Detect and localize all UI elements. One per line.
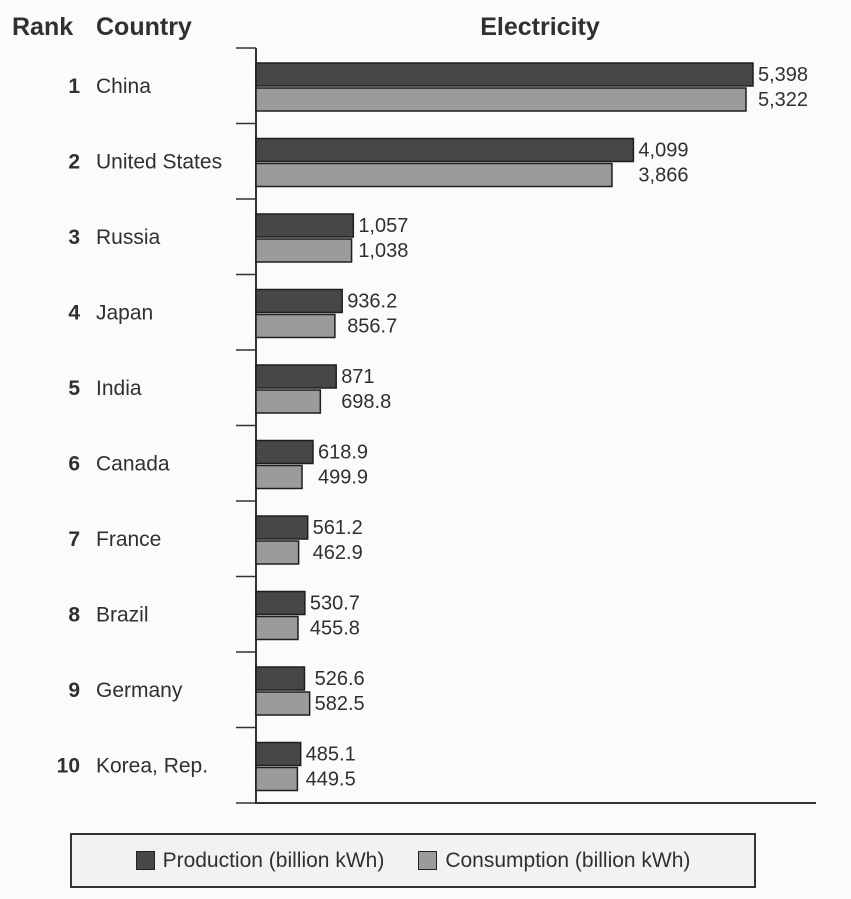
legend xyxy=(70,833,756,888)
data-label-production: 936.2 xyxy=(347,290,398,313)
category-rank-label: 3 xyxy=(68,225,80,249)
legend-swatch-production xyxy=(136,851,155,870)
category-rank-label: 7 xyxy=(68,527,80,551)
data-label-production: 618.9 xyxy=(317,441,369,464)
bar-production xyxy=(256,441,313,464)
data-label-production: 5,398 xyxy=(758,64,809,86)
bar-consumption xyxy=(256,617,298,640)
bar-consumption xyxy=(256,692,310,715)
data-label-consumption: 449.5 xyxy=(305,768,356,791)
data-label-consumption: 462.9 xyxy=(312,542,363,564)
rank-header: Rank xyxy=(12,13,74,41)
category-country-label: Japan xyxy=(96,301,154,325)
legend-label-consumption: Consumption (billion kWh) xyxy=(445,848,691,872)
bar-production xyxy=(256,139,633,162)
bar-production xyxy=(256,365,336,388)
legend-item-consumption xyxy=(418,849,690,873)
category-country-label: China xyxy=(96,74,151,98)
data-label-consumption: 698.8 xyxy=(341,391,392,413)
data-label-consumption: 5,322 xyxy=(758,89,809,111)
bar-consumption xyxy=(256,541,299,564)
data-label-consumption: 582.5 xyxy=(314,693,365,715)
bar-consumption xyxy=(256,164,612,187)
data-label-production: 561.2 xyxy=(312,517,363,539)
category-rank-label: 4 xyxy=(68,301,80,325)
category-country-label: Russia xyxy=(96,225,161,249)
category-rank-label: 5 xyxy=(68,376,80,400)
category-rank-label: 6 xyxy=(68,452,80,476)
legend-label-production: Production (billion kWh) xyxy=(162,848,385,872)
bar-consumption xyxy=(256,88,746,111)
data-label-consumption: 499.9 xyxy=(317,466,369,489)
bar-consumption xyxy=(256,239,352,262)
bar-production xyxy=(256,214,353,237)
data-label-production: 526.6 xyxy=(314,668,365,690)
bar-production xyxy=(256,667,304,690)
data-label-consumption: 3,866 xyxy=(638,164,689,187)
data-label-production: 871 xyxy=(341,366,375,388)
data-label-production: 4,099 xyxy=(638,139,689,162)
data-label-consumption: 1,038 xyxy=(358,240,409,262)
legend-item-production xyxy=(136,849,385,873)
bar-consumption xyxy=(256,466,302,489)
data-label-consumption: 455.8 xyxy=(309,617,360,640)
bar-marks xyxy=(57,63,808,791)
chart-title: Electricity xyxy=(480,13,600,41)
legend-swatch-consumption xyxy=(418,851,437,870)
category-country-label: Germany xyxy=(96,678,183,702)
category-country-label: India xyxy=(96,376,142,400)
bar-production xyxy=(256,516,308,539)
country-header: Country xyxy=(96,13,192,41)
bar-consumption xyxy=(256,315,335,338)
bar-production xyxy=(256,290,342,313)
bar-production xyxy=(256,63,753,86)
bar-production xyxy=(256,743,301,766)
category-rank-label: 9 xyxy=(68,678,80,702)
category-rank-label: 2 xyxy=(68,150,80,174)
category-rank-label: 10 xyxy=(56,754,80,778)
bar-consumption xyxy=(256,390,320,413)
category-country-label: Brazil xyxy=(96,603,149,627)
category-country-label: France xyxy=(96,527,162,551)
category-country-label: United States xyxy=(96,150,223,174)
bar-production xyxy=(256,592,305,615)
data-label-production: 530.7 xyxy=(309,592,360,615)
data-label-production: 485.1 xyxy=(305,743,356,766)
bar-consumption xyxy=(256,768,297,791)
category-rank-label: 8 xyxy=(68,603,80,627)
category-country-label: Korea, Rep. xyxy=(96,754,209,778)
category-rank-label: 1 xyxy=(68,74,80,98)
category-country-label: Canada xyxy=(96,452,170,476)
data-label-consumption: 856.7 xyxy=(347,315,398,338)
data-label-production: 1,057 xyxy=(358,215,409,237)
